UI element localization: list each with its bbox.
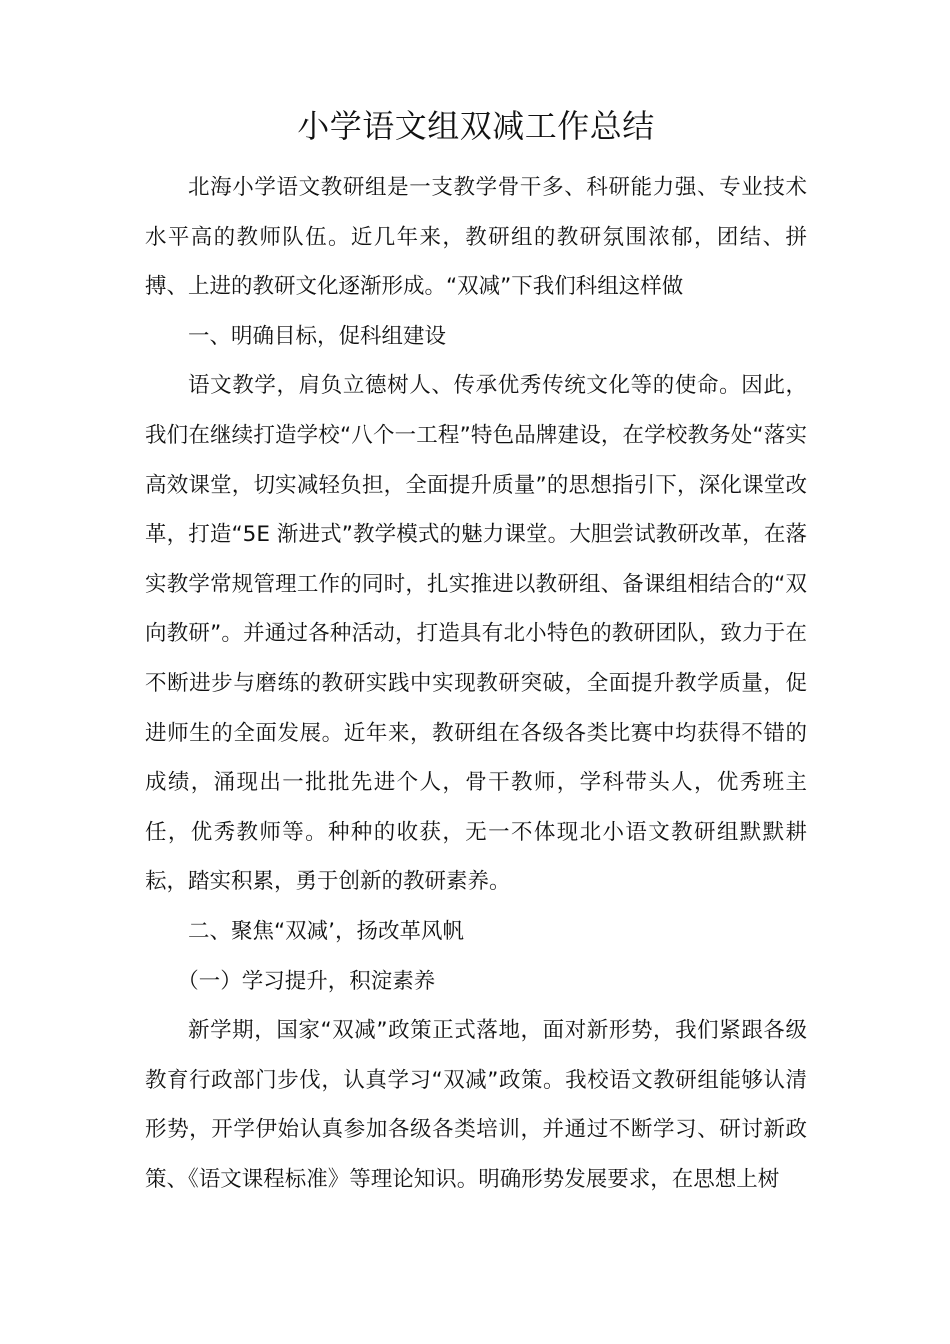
document-title: 小学语文组双减工作总结 <box>297 107 655 145</box>
document-body <box>145 163 807 1204</box>
paragraph-intro: 北海小学语文教研组是一支教学骨干多、科研能力强、专业技术水平高的教师队伍。近几年来，教研组的教研氛围浓郁，团结、拼搏、上进的教研文化逐渐形成。“双减”下我们科组这样做 <box>145 175 807 300</box>
heading-section-2: 二、聚焦“双减’，扬改革风帆 <box>188 918 464 944</box>
paragraph-section-1: 语文教学，肩负立德树人、传承优秀传统文化等的使命。因此，我们在继续打造学校“八个一工程”特色品牌建设，在学校教务处“落实高效课堂，切实减轻负担，全面提升质量”的思想指引下，深化课堂改革，打造“5E 渐进式”教学模式的魅力课堂。大胆尝试教研改革，在落实教学常规管理工作的同时，扎实推进以教研组、备课组相结合的“双向教研”。并通过各种活动，打造具有北小特色的教研团队，致力于在不断进步与磨练的教研实践中实现教研突破，全面提升教学质量，促进师生的全面发展。近年来，教研组在各级各类比赛中均获得不错的成绩，涌现出一批批先进个人，骨干教师，学科带头人，优秀班主任，优秀教师等。种种的收获，无一不体现北小语文教研组默默耕耘，踏实积累，勇于创新的教研素养。 <box>145 373 807 895</box>
paragraph-subsection-1: 新学期，国家“双减”政策正式落地，面对新形势，我们紧跟各级教育行政部门步伐，认真学习“双减”政策。我校语文教研组能够认清形势，开学伊始认真参加各级各类培训，并通过不断学习、研讨新政策、《语文课程标准》等理论知识。明确形势发展要求，在思想上树 <box>145 1018 807 1192</box>
heading-subsection-1: （一）学习提升，积淀素养 <box>177 968 436 994</box>
heading-section-1: 一、明确目标，促科组建设 <box>188 323 447 349</box>
